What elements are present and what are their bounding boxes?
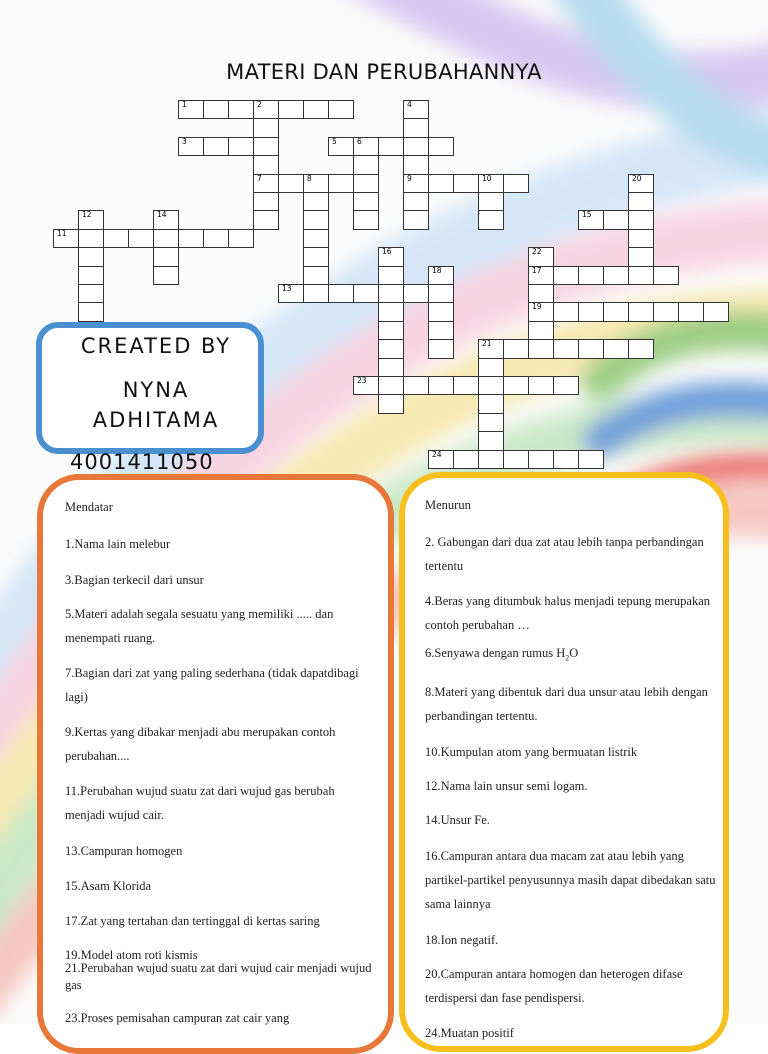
crossword-cell[interactable] (303, 210, 329, 229)
clue-across-7: 7.Bagian dari zat yang paling sederhana (tidak dapatdibagi lagi) (65, 666, 359, 704)
crossword-cell[interactable] (453, 376, 479, 395)
crossword-cell[interactable] (553, 339, 579, 358)
crossword-cell[interactable] (478, 431, 504, 450)
creator-nim: 4001411050 (70, 450, 214, 474)
clue-number: 13 (282, 284, 292, 293)
clue-number: 22 (532, 247, 542, 257)
clue-across-5: 5.Materi adalah segala sesuatu yang memiliki ..... dan menempati ruang. (65, 607, 334, 645)
crossword-cell[interactable] (528, 339, 554, 358)
crossword-cell[interactable] (203, 137, 229, 156)
clue-down-6-text: 6.Senyawa dengan rumus H (425, 646, 566, 660)
clue-down-24: 24.Muatan positif (425, 1026, 514, 1040)
crossword-cell[interactable] (478, 376, 504, 395)
clue-number: 19 (532, 302, 542, 312)
crossword-cell[interactable] (378, 376, 404, 395)
crossword-cell[interactable] (328, 100, 354, 119)
crossword-cell[interactable] (153, 247, 179, 266)
clue-across-19: 19.Model atom roti kismis (65, 948, 198, 962)
clue-number: 8 (307, 173, 312, 183)
crossword-cell[interactable] (253, 155, 279, 174)
clue-number: 11 (57, 228, 67, 238)
mendatar-panel (37, 474, 394, 1054)
clue-across-13: 13.Campuran homogen (65, 844, 183, 858)
crossword-cell[interactable] (478, 413, 504, 432)
crossword-cell[interactable] (428, 137, 454, 156)
creator-last-name: ADHITAMA (92, 408, 220, 432)
clue-number: 2 (257, 100, 262, 109)
crossword-cell[interactable] (403, 210, 429, 229)
crossword-cell[interactable] (503, 376, 529, 395)
crossword-cell[interactable] (478, 210, 504, 229)
crossword-cell[interactable] (428, 376, 454, 395)
clue-across-3: 3.Bagian terkecil dari unsur (65, 573, 204, 587)
crossword-cell[interactable] (553, 376, 579, 395)
crossword-cell[interactable] (628, 339, 654, 358)
crossword-cell[interactable] (353, 192, 379, 211)
crossword-cell[interactable] (303, 192, 329, 211)
crossword-cell[interactable] (528, 376, 554, 395)
clue-number: 17 (532, 265, 542, 275)
crossword-cell[interactable] (478, 450, 504, 469)
crossword-cell[interactable] (528, 450, 554, 469)
crossword-cell[interactable] (478, 394, 504, 413)
clue-across-11: 11.Perubahan wujud suatu zat dari wujud gas berubah menjadi wujud cair. (65, 784, 335, 822)
clue-down-16: 16.Campuran antara dua macam zat atau lebih yang partikel-partikel penyusunnya masih dapat dibedakan satu sama lainnya (425, 849, 716, 911)
crossword-cell[interactable] (678, 302, 704, 321)
page-title: MATERI DAN PERUBAHANNYA (226, 60, 542, 84)
clue-down-4: 4.Beras yang ditumbuk halus menjadi tepung merupakan contoh perubahan … (425, 594, 711, 632)
crossword-cell[interactable] (253, 118, 279, 137)
crossword-cell[interactable] (653, 302, 679, 321)
crossword-cell[interactable] (378, 137, 404, 156)
crossword-cell[interactable] (278, 174, 304, 193)
clue-across-23: 23.Proses pemisahan campuran zat cair yang (65, 1011, 290, 1025)
crossword-cell[interactable] (578, 302, 604, 321)
crossword-cell[interactable] (378, 321, 404, 340)
crossword-cell[interactable] (503, 339, 529, 358)
crossword-cell[interactable] (353, 210, 379, 229)
crossword-cell[interactable] (628, 192, 654, 211)
formula-subscript: 2 (565, 653, 570, 663)
crossword-cell[interactable] (328, 284, 354, 303)
clue-number: 7 (257, 173, 262, 183)
crossword-cell[interactable] (603, 339, 629, 358)
clue-number: 23 (357, 376, 367, 385)
crossword-cell[interactable] (228, 229, 254, 248)
clue-number: 16 (382, 247, 392, 257)
clue-across-1: 1.Nama lain melebur (65, 537, 171, 551)
clue-across-21: 21.Perubahan wujud suatu zat dari wujud cair menjadi wujud gas (65, 961, 372, 992)
crossword-cell[interactable] (303, 247, 329, 266)
crossword-cell[interactable] (628, 229, 654, 248)
crossword-cell[interactable] (353, 155, 379, 174)
crossword-cell[interactable] (328, 174, 354, 193)
crossword-cell[interactable] (78, 302, 104, 321)
clue-down-8: 8.Materi yang dibentuk dari dua unsur atau lebih dengan perbandingan tertentu. (425, 685, 708, 723)
creator-first-name: NYNA (122, 378, 190, 402)
crossword-cell[interactable] (153, 229, 179, 248)
crossword-cell[interactable] (403, 192, 429, 211)
crossword-cell[interactable] (428, 302, 454, 321)
crossword-cell[interactable] (528, 321, 554, 340)
crossword-cell[interactable] (628, 266, 654, 285)
clue-across-9: 9.Kertas yang dibakar menjadi abu merupakan contoh perubahan.... (65, 725, 336, 763)
crossword-cell[interactable] (403, 118, 429, 137)
crossword-cell[interactable] (653, 266, 679, 285)
crossword-cell[interactable] (428, 284, 454, 303)
crossword-cell[interactable] (628, 210, 654, 229)
crossword-cell[interactable] (378, 394, 404, 413)
crossword-cell[interactable] (703, 302, 729, 321)
crossword-cell[interactable] (628, 247, 654, 266)
formula-tail: O (569, 646, 579, 660)
crossword-cell[interactable] (378, 284, 404, 303)
crossword-cell[interactable] (628, 302, 654, 321)
crossword-cell[interactable] (603, 266, 629, 285)
crossword-cell[interactable] (603, 210, 629, 229)
crossword-cell[interactable] (378, 339, 404, 358)
clue-number: 9 (407, 173, 412, 183)
menurun-panel (399, 472, 729, 1052)
crossword-cell[interactable] (428, 321, 454, 340)
clue-down-18: 18.Ion negatif. (425, 933, 499, 947)
clue-number: 6 (357, 136, 362, 146)
crossword-cell[interactable] (603, 302, 629, 321)
clue-number: 3 (182, 136, 187, 146)
crossword-cell[interactable] (203, 229, 229, 248)
clue-down-20: 20.Campuran antara homogen dan heterogen difase terdispersi dan fase pendispersi. (425, 967, 683, 1005)
crossword-cell[interactable] (453, 450, 479, 469)
crossword-cell[interactable] (278, 100, 304, 119)
crossword-cell[interactable] (403, 284, 429, 303)
clue-across-15: 15.Asam Klorida (65, 879, 152, 893)
clue-number: 14 (157, 210, 167, 220)
crossword-cell[interactable] (78, 266, 104, 285)
crossword-cell[interactable] (128, 229, 154, 248)
creator-box (36, 322, 264, 454)
crossword-cell[interactable] (553, 266, 579, 285)
crossword-cell[interactable] (303, 100, 329, 119)
crossword-cell[interactable] (478, 192, 504, 211)
clue-number: 10 (482, 173, 492, 183)
crossword-cell[interactable] (578, 339, 604, 358)
crossword-cell[interactable] (228, 137, 254, 156)
crossword-cell[interactable] (353, 174, 379, 193)
crossword-cell[interactable] (78, 229, 104, 248)
crossword-cell[interactable] (578, 266, 604, 285)
crossword-cell[interactable] (253, 192, 279, 211)
crossword-cell[interactable] (78, 247, 104, 266)
crossword-cell[interactable] (503, 450, 529, 469)
crossword-cell[interactable] (103, 229, 129, 248)
crossword-cell[interactable] (428, 339, 454, 358)
crossword-cell[interactable] (253, 210, 279, 229)
crossword-cell[interactable] (78, 284, 104, 303)
creator-label: CREATED BY (80, 334, 232, 358)
crossword-cell[interactable] (403, 376, 429, 395)
clue-number: 20 (632, 173, 642, 183)
clue-number: 15 (582, 210, 592, 220)
crossword-cell[interactable] (203, 100, 229, 119)
crossword-cell[interactable] (428, 174, 454, 193)
crossword-cell[interactable] (378, 266, 404, 285)
clue-down-12: 12.Nama lain unsur semi logam. (425, 779, 588, 793)
crossword-cell[interactable] (303, 266, 329, 285)
crossword-cell[interactable] (228, 100, 254, 119)
clue-down-10: 10.Kumpulan atom yang bermuatan listrik (425, 745, 638, 759)
crossword-cell[interactable] (453, 174, 479, 193)
crossword-cell[interactable] (378, 358, 404, 377)
clue-number: 18 (432, 265, 442, 275)
crossword-cell[interactable] (478, 358, 504, 377)
crossword-cell[interactable] (153, 266, 179, 285)
clue-number: 12 (82, 210, 92, 220)
menurun-heading: Menurun (425, 498, 471, 512)
crossword-cell[interactable] (578, 450, 604, 469)
crossword-cell[interactable] (503, 174, 529, 193)
crossword-cell[interactable] (403, 137, 429, 156)
crossword-cell[interactable] (553, 302, 579, 321)
crossword-cell[interactable] (553, 450, 579, 469)
clue-number: 24 (432, 449, 442, 459)
clue-across-17: 17.Zat yang tertahan dan tertinggal di kertas saring (65, 914, 320, 928)
crossword-cell[interactable] (353, 284, 379, 303)
clue-number: 5 (332, 136, 337, 146)
crossword-cell[interactable] (303, 284, 329, 303)
crossword-cell[interactable] (303, 229, 329, 248)
clue-down-14: 14.Unsur Fe. (425, 813, 490, 827)
clue-down-6 (425, 641, 720, 671)
crossword-cell[interactable] (403, 155, 429, 174)
mendatar-heading: Mendatar (65, 500, 113, 514)
crossword-cell[interactable] (178, 229, 204, 248)
clue-number: 1 (182, 100, 187, 109)
crossword-cell[interactable] (253, 137, 279, 156)
clue-down-2: 2. Gabungan dari dua zat atau lebih tanpa perbandingan tertentu (425, 535, 704, 573)
clue-number: 4 (407, 100, 412, 109)
crossword-cell[interactable] (528, 284, 554, 303)
clue-number: 21 (482, 339, 492, 349)
crossword-cell[interactable] (378, 302, 404, 321)
